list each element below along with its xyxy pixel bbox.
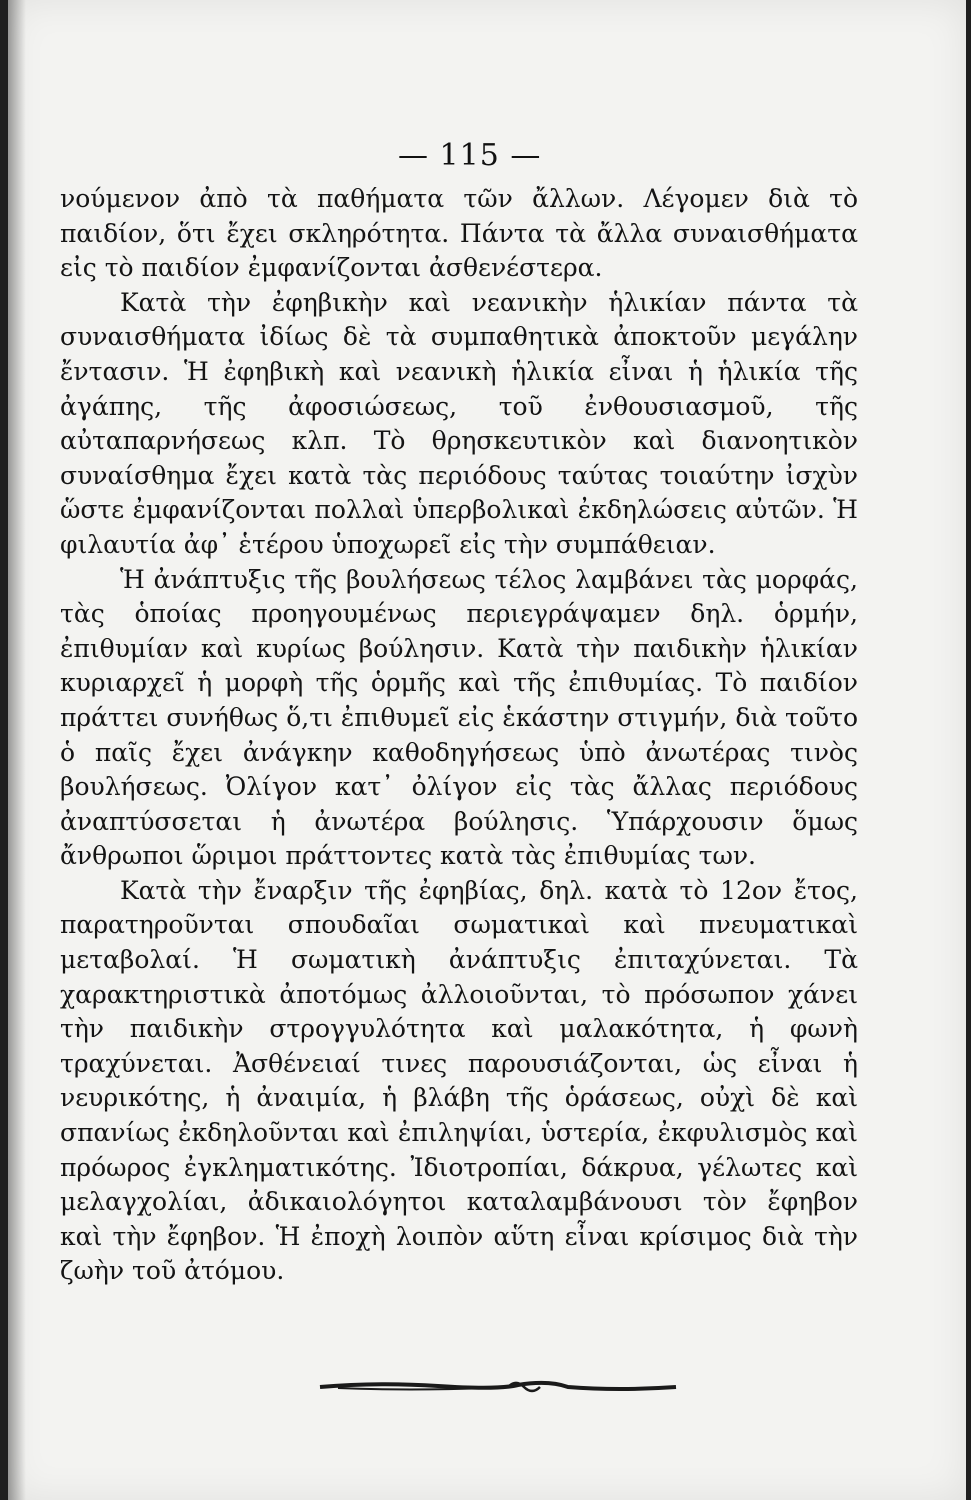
decorative-rule-icon — [318, 1378, 678, 1396]
paragraph-emotions: Κατὰ τὴν ἐφηβικὴν καὶ νεανικὴν ἡλικίαν πάντα τὰ συναισθήματα ἰδίως δὲ τὰ συμπαθητικὰ ἀποκτοῦν μεγάλην ἔντασιν. Ἡ ἐφηβικὴ καὶ νεανικὴ ἡλικία εἶναι ἡ ἡλικία τῆς ἀγάπης, τῆς ἀφοσιώσεως, τοῦ ἐνθουσιασμοῦ, τῆς αὐταπαρνήσεως κλπ. Τὸ θρησκευτικὸν καὶ διανοητικὸν συναίσθημα ἔχει κατὰ τὰς περιόδους ταύτας τοιαύτην ἰσχὺν ὥστε ἐμφανίζονται πολλαὶ ὑπερβολικαὶ ἐκδηλώσεις αὐτῶν. Ἡ φιλαυτία ἀφ᾽ ἑτέρου ὑποχωρεῖ εἰς τὴν συμπάθειαν. — [60, 287, 858, 559]
book-page — [8, 0, 966, 1500]
page-edge-shadow — [8, 0, 26, 1500]
paragraph-continuation: νούμενον ἀπὸ τὰ παθήματα τῶν ἄλλων. Λέγομεν διὰ τὸ παιδίον, ὅτι ἔχει σκληρότητα. Πάντα τὰ ἄλλα συναισθήματα εἰς τὸ παιδίον ἐμφανίζονται ἀσθενέστερα. — [60, 184, 858, 283]
body-text — [60, 182, 858, 1289]
page-number: — 115 — — [398, 138, 542, 173]
paragraph-adolescence: Κατὰ τὴν ἔναρξιν τῆς ἐφηβίας, δηλ. κατὰ τὸ 12ον ἔτος, παρατηροῦνται σπουδαῖαι σωματικαὶ καὶ πνευματικαὶ μεταβολαί. Ἡ σωματικὴ ἀνάπτυξις ἐπιταχύνεται. Τὰ χαρακτηριστικὰ ἀποτόμως ἀλλοιοῦνται, τὸ πρόσωπον χάνει τὴν παιδικὴν στρογγυλότητα καὶ μαλακότητα, ἡ φωνὴ τραχύνεται. Ἀσθένειαί τινες παρουσιάζονται, ὡς εἶναι ἡ νευρικότης, ἡ ἀναιμία, ἡ βλάβη τῆς ὁράσεως, οὐχὶ δὲ καὶ σπανίως ἐκδηλοῦνται καὶ ἐπιληψίαι, ὑστερία, ἐκφυλισμὸς καὶ πρόωρος ἐγκληματικότης. Ἰδιοτροπίαι, δάκρυα, γέλωτες καὶ μελαγχολίαι, ἀδικαιολόγητοι καταλαμβάνουσι τὸν ἔφηβον καὶ τὴν ἔφηβον. Ἡ ἐποχὴ λοιπὸν αὕτη εἶναι κρίσιμος διὰ τὴν ζωὴν τοῦ ἀτόμου. — [60, 875, 858, 1286]
paragraph-will: Ἡ ἀνάπτυξις τῆς βουλήσεως τέλος λαμβάνει τὰς μορφάς, τὰς ὁποίας προηγουμένως περιεγράψαμεν δηλ. ὁρμήν, ἐπιθυμίαν καὶ κυρίως βούλησιν. Κατὰ τὴν παιδικὴν ἡλικίαν κυριαρχεῖ ἡ μορφὴ τῆς ὁρμῆς καὶ τῆς ἐπιθυμίας. Τὸ παιδίον πράττει συνήθως ὅ,τι ἐπιθυμεῖ εἰς ἑκάστην στιγμήν, διὰ τοῦτο ὁ παῖς ἔχει ἀνάγκην καθοδηγήσεως ὑπὸ ἀνωτέρας τινὸς βουλήσεως. Ὀλίγον κατ᾽ ὀλίγον εἰς τὰς ἄλλας περιόδους ἀναπτύσσεται ἡ ἀνωτέρα βούλησις. Ὑπάρχουσιν ὅμως ἄνθρωποι ὥριμοι πράττοντες κατὰ τὰς ἐπιθυμίας των. — [60, 564, 858, 871]
